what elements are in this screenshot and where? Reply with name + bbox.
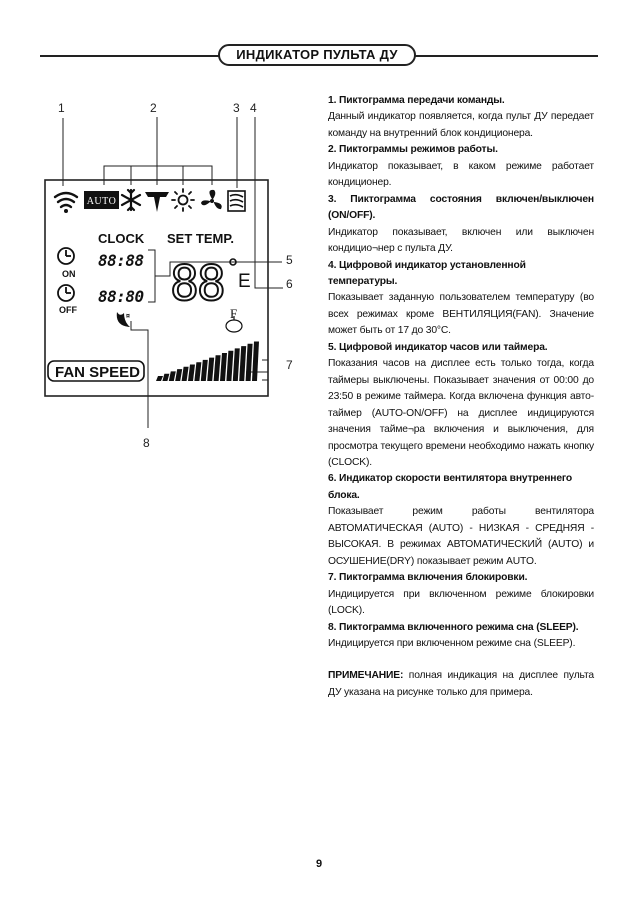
section-4-body: Показывает заданную пользователем температуру (во всех режимах кроме ВЕНТИЛЯЦИЯ(FAN). Значение может быть от 17 до 30°С. <box>328 292 594 337</box>
fan-speed-bar <box>162 374 169 381</box>
section-1-body: Данный индикатор появляется, когда пульт ДУ передает команду на внутренний блок кондиционера. <box>328 111 594 139</box>
fan-speed-bars-icon <box>156 342 259 382</box>
fan-speed-label: FAN SPEED <box>55 364 141 381</box>
fan-speed-bar <box>188 365 195 382</box>
auto-label: AUTO <box>86 196 117 207</box>
callout-1: 1 <box>58 101 65 115</box>
description-column <box>328 93 594 701</box>
timer-on-value: 88:88 <box>98 251 144 270</box>
fan-speed-bar <box>239 346 246 381</box>
lock-key-icon <box>226 316 242 332</box>
section-3-body: Индикатор показывает, включен или выключен кондицио¬нер с пульта ДУ. <box>328 226 594 255</box>
note-paragraph <box>328 668 594 701</box>
dry-drop-icon <box>145 192 169 212</box>
section-4-heading: 4. Цифровой индикатор установленной температуры. <box>328 259 526 287</box>
section-5-heading: 5. Цифровой индикатор часов или таймера. <box>328 341 548 353</box>
callout-7: 7 <box>286 358 293 372</box>
section-7-heading: 7. Пиктограмма включения блокировки. <box>328 572 528 584</box>
note-body: полная индикация на дисплее пульта ДУ указана на рисунке только для примера. <box>328 670 594 698</box>
temp-digits: 88 <box>170 256 224 312</box>
fan-speed-bar <box>207 358 214 381</box>
page-title: ИНДИКАТОР ПУЛЬТА ДУ <box>218 44 416 66</box>
callout-3: 3 <box>233 101 240 115</box>
snowflake-icon <box>122 190 140 210</box>
section-6-body: Показывает режим работы вентилятора АВТОМАТИЧЕСКАЯ (AUTO) - НИЗКАЯ - СРЕДНЯЯ - ВЫСОКАЯ. В режимах АВТОМАТИЧЕСКИЙ (AUTO) и ОСУШЕНИЕ(DRY) показывает режим AUTO. <box>328 506 594 567</box>
fan-speed-bar <box>252 342 259 382</box>
callout-5: 5 <box>286 253 293 267</box>
section-8-heading: 8. Пиктограмма включенного режима сна (SLEEP). <box>328 621 579 633</box>
page-number: 9 <box>315 858 323 870</box>
fan-speed-bar <box>156 376 163 381</box>
section-2-body: Индикатор показывает, в каком режиме работает кондиционер. <box>328 160 594 189</box>
svg-text:¤: ¤ <box>126 313 130 320</box>
sun-icon <box>172 189 194 211</box>
set-temp-label: SET TEMP. <box>167 231 234 246</box>
fan-speed-bar <box>233 348 240 381</box>
fan-speed-bar <box>226 351 233 381</box>
fan-speed-bar <box>182 367 189 381</box>
section-8-body: Индицируется при включенном режиме сна (SLEEP). <box>328 637 576 649</box>
fahrenheit-mark: F <box>230 306 238 321</box>
fan-speed-bar <box>194 362 201 381</box>
callout-6: 6 <box>286 277 293 291</box>
callout-8: 8 <box>143 436 150 450</box>
fan-speed-bar <box>214 355 221 381</box>
clock-label: CLOCK <box>98 231 145 246</box>
timer-on-label: ON <box>62 269 76 279</box>
section-7-body: Индицируется при включенном режиме блокировки (LOCK). <box>328 588 594 617</box>
fan-icon <box>201 190 222 209</box>
section-2-heading: 2. Пиктограммы режимов работы. <box>328 144 498 156</box>
fan-speed-bar <box>220 353 227 381</box>
signal-icon <box>55 193 77 213</box>
section-6-heading: 6. Индикатор скорости вентилятора внутреннего блока. <box>328 473 573 501</box>
fan-speed-bar <box>175 369 182 381</box>
temp-unit: E <box>238 271 251 292</box>
note-label: ПРИМЕЧАНИЕ: <box>328 670 404 682</box>
fan-speed-bar <box>246 344 253 381</box>
timer-on-icon <box>58 248 74 264</box>
section-3-heading: 3. Пиктограмма состояния включен/выключен (ON/OFF). <box>328 193 594 222</box>
timer-off-icon <box>58 285 74 301</box>
sleep-icon <box>117 312 130 327</box>
section-5-body: Показания часов на дисплее есть только тогда, когда таймеры выключены. Показывает значения от 00:00 до 23:50 в режиме таймера. Когда включена функция авто-таймер (AUTO-ON/OFF) на дисплее индицируются значения тайме¬ра включения и выключения, для просмотра текущего времени необходимо нажать кнопку (CLOCK). <box>328 358 594 468</box>
lock-icon <box>228 191 245 211</box>
timer-off-value: 88:80 <box>98 287 144 306</box>
fan-speed-bar <box>169 371 176 381</box>
callout-2: 2 <box>150 101 157 115</box>
callout-4: 4 <box>250 101 257 115</box>
fan-speed-bar <box>201 360 208 381</box>
section-1-heading: 1. Пиктограмма передачи команды. <box>328 95 505 106</box>
timer-off-label: OFF <box>59 305 77 315</box>
